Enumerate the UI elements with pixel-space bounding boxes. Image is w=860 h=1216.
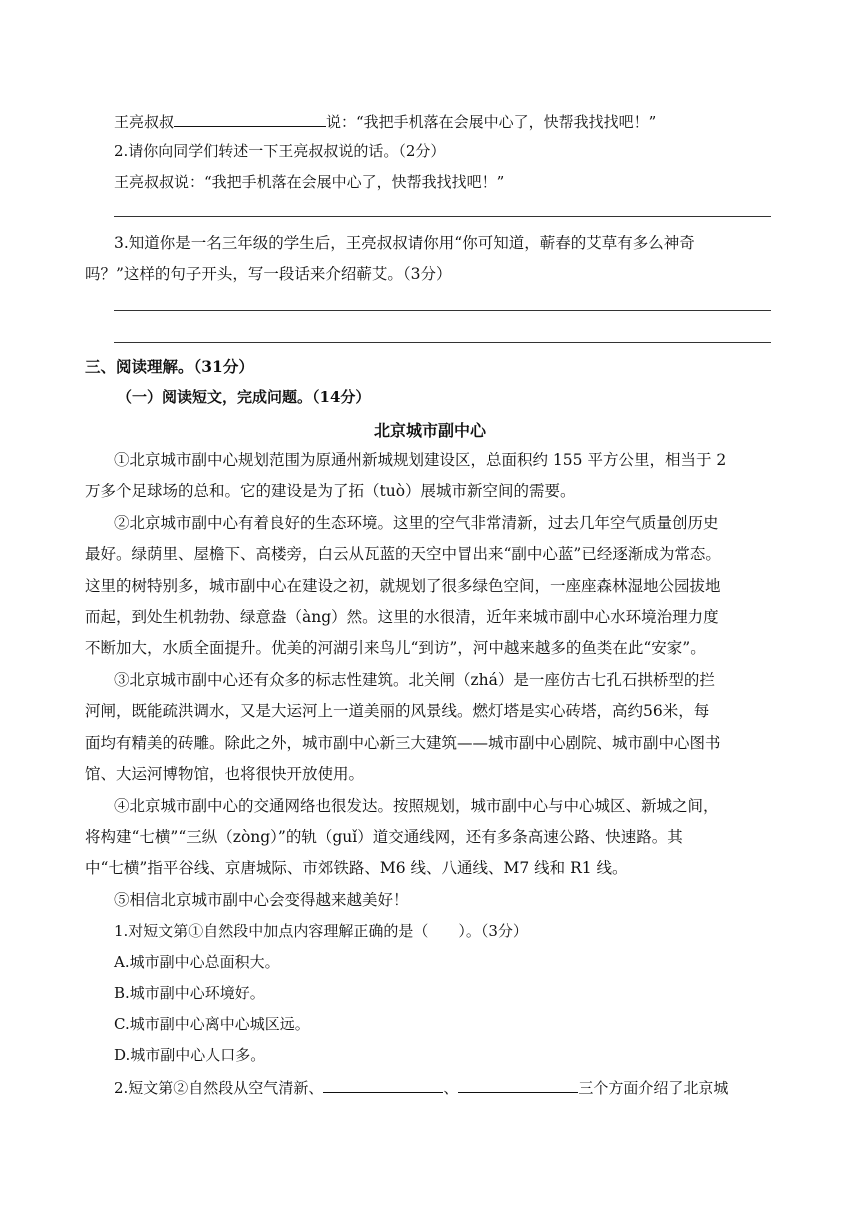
passage-line: 将构建“七横”“三纵（zòng）”的轨（guǐ）道交通线网，还有多条高速公路、快速路。其 (85, 828, 683, 846)
option-a[interactable]: A.城市副中心总面积大。 (114, 953, 280, 971)
answer-line[interactable] (114, 310, 771, 311)
question-2-separator: 、 (443, 1079, 459, 1097)
question-line-1-prefix: 王亮叔叔 (114, 113, 175, 131)
answer-blank[interactable] (458, 1076, 578, 1093)
question-line-1-suffix: 说：“我把手机落在会展中心了，快帮我找找吧！” (326, 113, 657, 131)
section-heading: 三、阅读理解。（31分） (85, 357, 254, 376)
question-line-1 (114, 110, 656, 132)
answer-blank[interactable] (323, 1076, 443, 1093)
subsection-heading: （一）阅读短文，完成问题。（14分） (117, 388, 371, 406)
passage-line: ⑤相信北京城市副中心会变得越来越美好！ (114, 891, 409, 909)
passage-line: 中“七横”指平谷线、京唐城际、市郊铁路、M6 线、八通线、M7 线和 R1 线。 (85, 859, 628, 877)
passage-line: ②北京城市副中心有着良好的生态环境。这里的空气非常清新，过去几年空气质量创历史 (114, 514, 719, 532)
answer-blank[interactable] (174, 110, 326, 127)
question-1: 1.对短文第①自然段中加点内容理解正确的是（ ）。（3分） (114, 922, 528, 940)
passage-line: 而起，到处生机勃勃、绿意盎（àng）然。这里的水很清，近年来城市副中心水环境治理力度 (85, 608, 719, 626)
question-2-prefix: 2.短文第②自然段从空气清新、 (114, 1079, 324, 1097)
question-3-line-2: 吗？”这样的句子开头，写一段话来介绍蕲艾。（3分） (85, 265, 452, 283)
question-2-suffix: 三个方面介绍了北京城 (578, 1079, 729, 1097)
passage-line: 最好。绿荫里、屋檐下、高楼旁，白云从瓦蓝的天空中冒出来“副中心蓝”已经逐渐成为常态。 (85, 545, 721, 563)
passage-line: 面均有精美的砖雕。除此之外，城市副中心新三大建筑——城市副中心剧院、城市副中心图书 (85, 734, 721, 752)
answer-line[interactable] (114, 216, 771, 217)
passage-line: 不断加大，水质全面提升。优美的河湖引来鸟儿“到访”，河中越来越多的鱼类在此“安家”。 (85, 639, 706, 657)
question-2-quote: 王亮叔叔说：“我把手机落在会展中心了，快帮我找找吧！” (114, 173, 505, 191)
answer-line[interactable] (114, 342, 771, 343)
passage-title: 北京城市副中心 (373, 421, 486, 440)
question-2: 2.请你向同学们转述一下王亮叔叔说的话。（2分） (114, 142, 446, 160)
passage-line: ③北京城市副中心还有众多的标志性建筑。北关闸（zhá）是一座仿古七孔石拱桥型的拦 (114, 671, 715, 689)
passage-line: 这里的树特别多，城市副中心在建设之初，就规划了很多绿色空间，一座座森林湿地公园拔地 (85, 577, 721, 595)
option-c[interactable]: C.城市副中心离中心城区远。 (114, 1015, 310, 1033)
passage-line: 河闸，既能疏洪调水，又是大运河上一道美丽的风景线。燃灯塔是实心砖塔，高约56米，每 (85, 702, 710, 720)
passage-line: ①北京城市副中心规划范围为原通州新城规划建设区，总面积约 155 平方公里，相当于 2 (114, 451, 727, 469)
passage-line: 馆、大运河博物馆，也将很快开放使用。 (85, 765, 365, 783)
question-3-line-1: 3.知道你是一名三年级的学生后，王亮叔叔请你用“你可知道，蕲春的艾草有多么神奇 (114, 234, 695, 252)
option-d[interactable]: D.城市副中心人口多。 (114, 1046, 266, 1064)
passage-line: ④北京城市副中心的交通网络也很发达。按照规划，城市副中心与中心城区、新城之间， (114, 797, 719, 815)
question-2-fill (114, 1076, 728, 1098)
option-b[interactable]: B.城市副中心环境好。 (114, 984, 265, 1002)
passage-line: 万多个足球场的总和。它的建设是为了拓（tuò）展城市新空间的需要。 (85, 482, 576, 500)
